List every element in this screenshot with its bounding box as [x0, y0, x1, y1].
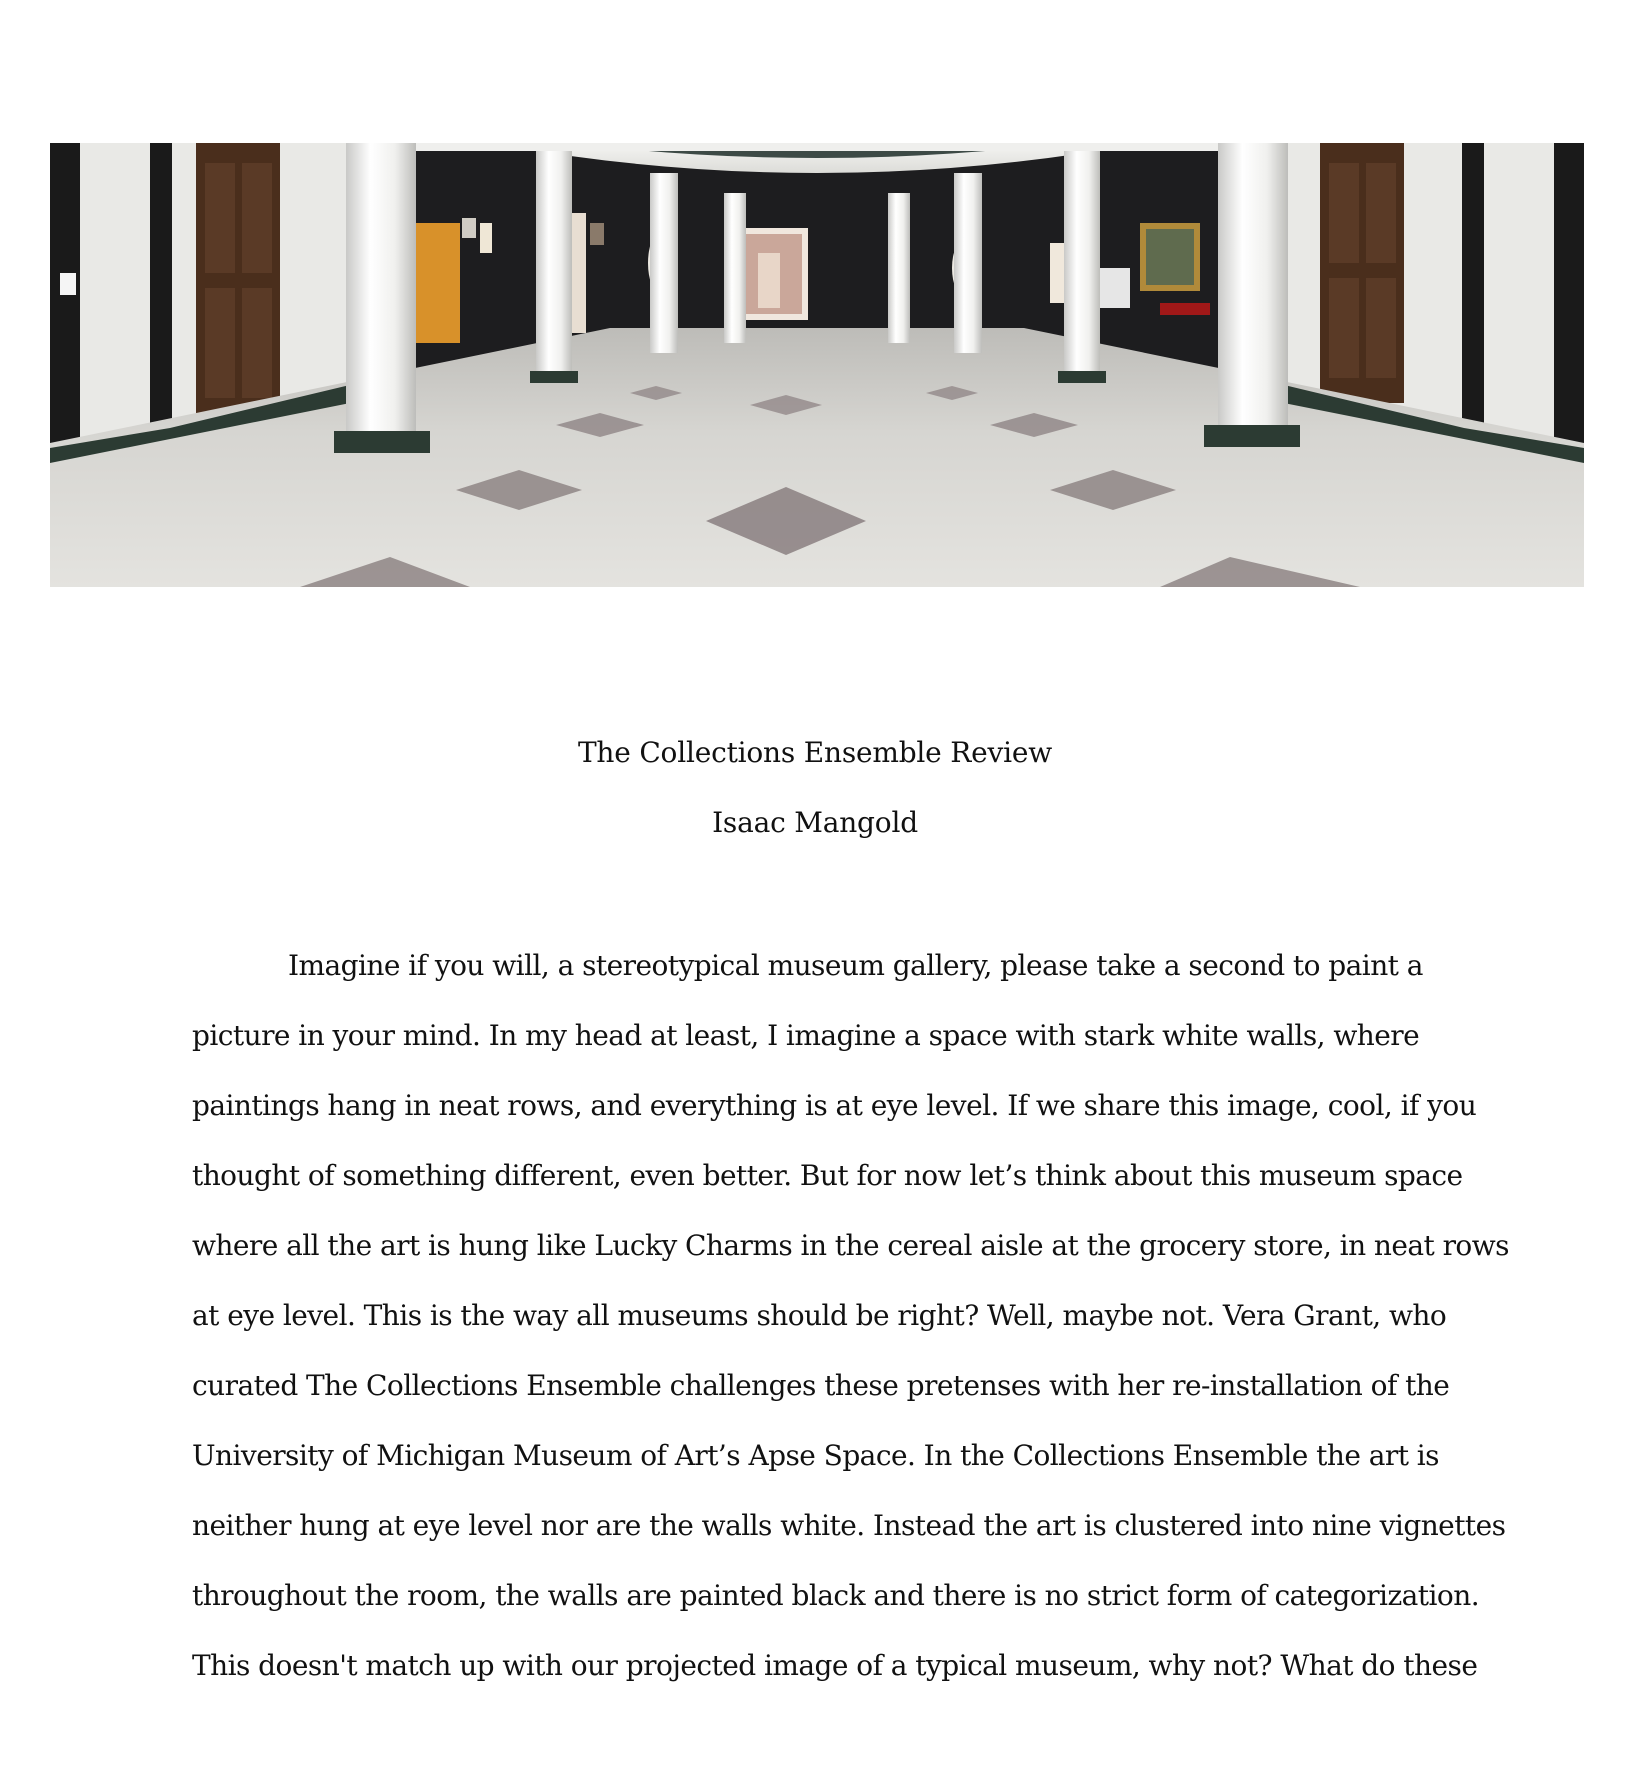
body-line: thought of something different, even better. But for now let’s think about this museum space	[192, 1159, 1463, 1192]
body-line: at eye level. This is the way all museums should be right? Well, maybe not. Vera Grant, who	[192, 1299, 1447, 1332]
document-author: Isaac Mangold	[712, 806, 918, 839]
body-line: Imagine if you will, a stereotypical museum gallery, please take a second to paint a	[288, 949, 1423, 982]
museum-gallery-photo	[50, 143, 1584, 587]
body-line: curated The Collections Ensemble challenges these pretenses with her re-installation of the	[192, 1369, 1450, 1402]
body-line: throughout the room, the walls are painted black and there is no strict form of categorization.	[192, 1579, 1480, 1612]
body-line: neither hung at eye level nor are the walls white. Instead the art is clustered into nine vignettes	[192, 1509, 1506, 1542]
document-title: The Collections Ensemble Review	[577, 736, 1053, 769]
body-line: This doesn't match up with our projected image of a typical museum, why not? What do these	[192, 1649, 1478, 1682]
hero-image	[50, 143, 1584, 587]
body-paragraph	[192, 940, 1509, 1710]
body-line: University of Michigan Museum of Art’s Apse Space. In the Collections Ensemble the art is	[192, 1439, 1439, 1472]
body-line: where all the art is hung like Lucky Charms in the cereal aisle at the grocery store, in neat rows	[192, 1229, 1509, 1262]
body-line: paintings hang in neat rows, and everything is at eye level. If we share this image, cool, if you	[192, 1089, 1477, 1122]
body-line: picture in your mind. In my head at least, I imagine a space with stark white walls, where	[192, 1019, 1420, 1052]
